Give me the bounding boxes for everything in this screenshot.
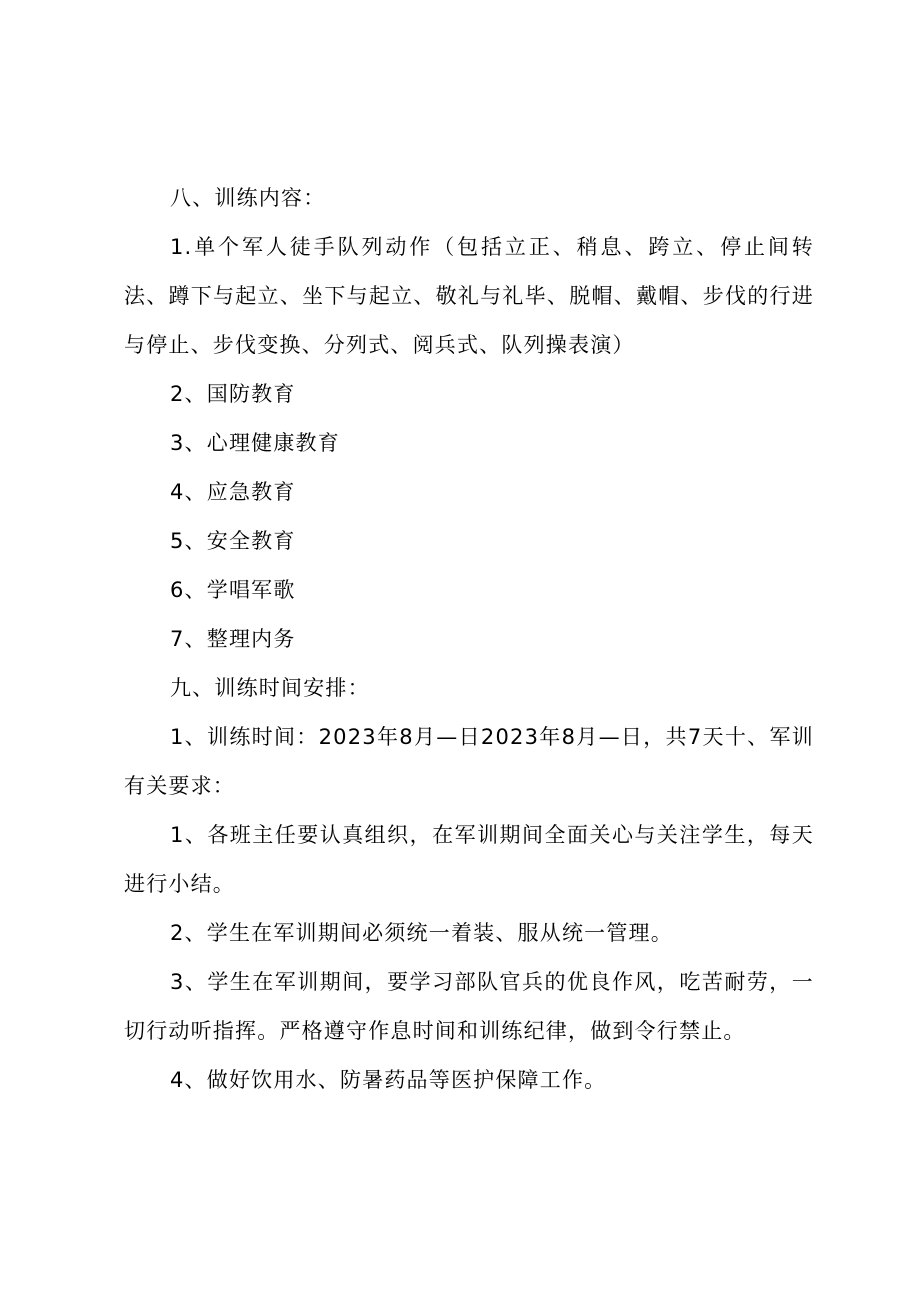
list-item: 6、学唱军歌 xyxy=(170,578,296,602)
list-item: 2、学生在军训期间必须统一着装、服从统一管理。 xyxy=(170,921,673,945)
list-item: 1、训练时间：2023年8月—日2023年8月—日，共7天十、军训有关要求： xyxy=(124,725,814,798)
list-item: 4、应急教育 xyxy=(170,480,296,504)
list-item: 3、学生在军训期间，要学习部队官兵的优良作风，吃苦耐劳，一切行动听指挥。严格遵守作息时间和训练纪律，做到令行禁止。 xyxy=(124,970,814,1043)
section-heading-training-content: 八、训练内容： xyxy=(170,186,326,210)
document-body xyxy=(124,174,814,1105)
list-item: 4、做好饮用水、防暑药品等医护保障工作。 xyxy=(170,1068,607,1092)
list-item: 3、心理健康教育 xyxy=(170,431,340,455)
list-item: 1、各班主任要认真组织，在军训期间全面关心与关注学生，每天进行小结。 xyxy=(124,823,814,896)
list-item: 1.单个军人徒手队列动作（包括立正、稍息、跨立、停止间转法、蹲下与起立、坐下与起立、敬礼与礼毕、脱帽、戴帽、步伐的行进与停止、步伐变换、分列式、阅兵式、队列操表演） xyxy=(124,235,814,357)
list-item: 5、安全教育 xyxy=(170,529,296,553)
list-item: 7、整理内务 xyxy=(170,627,296,651)
list-item: 2、国防教育 xyxy=(170,382,296,406)
section-heading-training-schedule: 九、训练时间安排： xyxy=(170,676,370,700)
